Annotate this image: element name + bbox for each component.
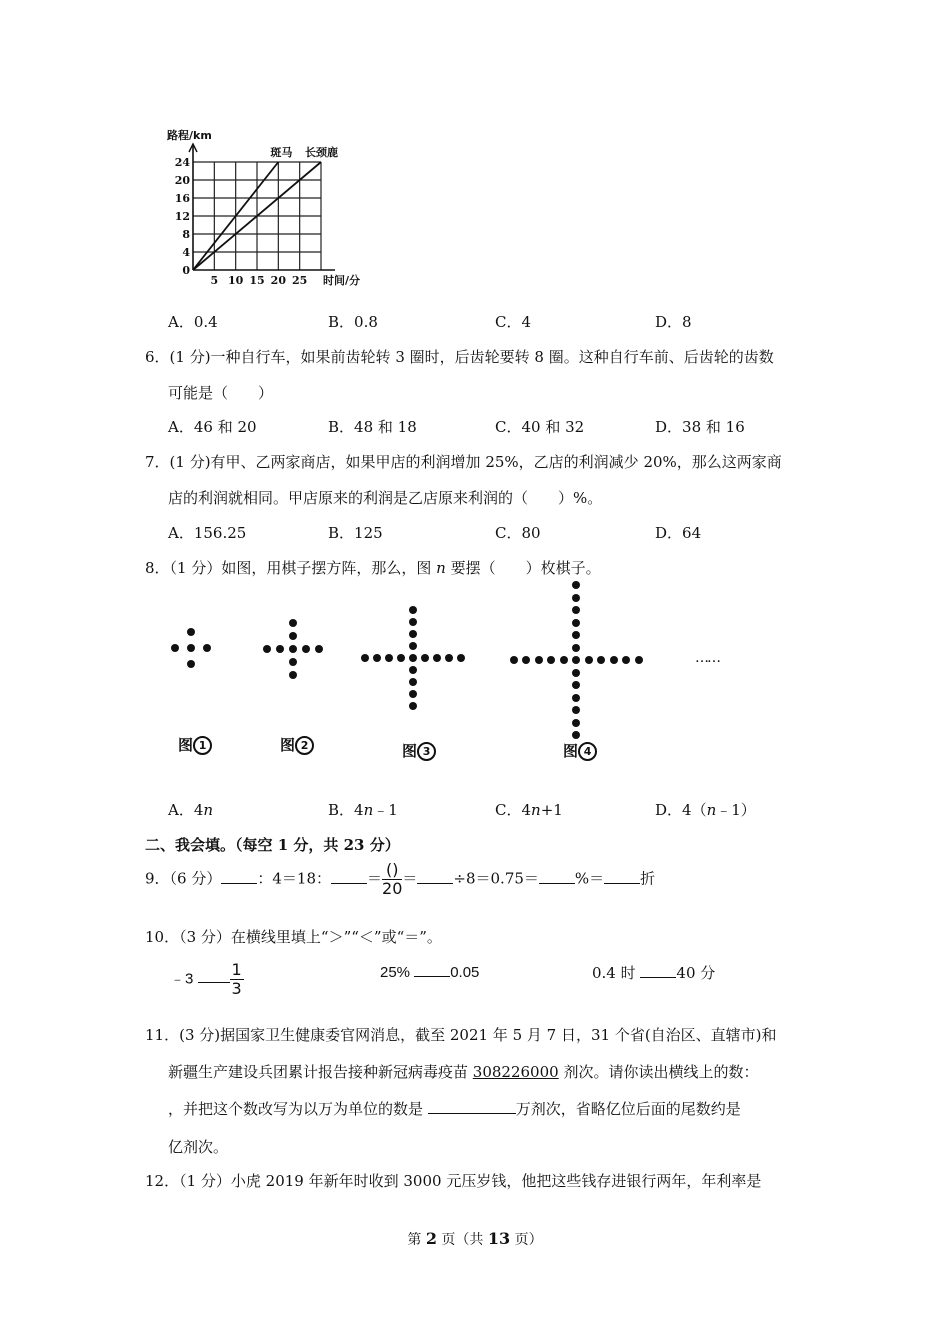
q5-option-b[interactable]: B．0.8 — [328, 313, 378, 331]
chess-piece-dot — [635, 656, 643, 664]
x-axis-label: 时间/分 — [323, 274, 361, 287]
chess-piece-dot — [572, 656, 580, 664]
chess-piece-dot — [597, 656, 605, 664]
chess-piece-dot — [409, 654, 417, 662]
chess-piece-dot — [361, 654, 369, 662]
q10-text: 10．（3 分）在横线里填上“＞”“＜”或“＝”。 — [145, 928, 442, 946]
q6-option-b[interactable]: B．48 和 18 — [328, 418, 417, 436]
chess-piece-dot — [572, 681, 580, 689]
chess-piece-dot — [535, 656, 543, 664]
chess-piece-dot — [572, 594, 580, 602]
chess-piece-dot — [187, 644, 195, 652]
chess-piece-dot — [572, 731, 580, 739]
y-tick-label: 8 — [182, 228, 190, 241]
q6-option-c[interactable]: C．40 和 32 — [495, 418, 585, 436]
figure-ellipsis: …… — [695, 650, 719, 666]
q8-text-a: 8．（1 分）如图，用棋子摆方阵，那么，图 — [145, 559, 437, 577]
q7-option-a[interactable]: A．156.25 — [168, 524, 247, 542]
q8-option-d[interactable]: D．4（n﹣1） — [655, 801, 756, 819]
q8-option-a[interactable]: A．4n — [168, 801, 214, 819]
q9-line — [145, 862, 655, 897]
q11-text-line3 — [168, 1098, 741, 1119]
q10-item-1 — [170, 962, 244, 997]
chess-piece-dot — [171, 644, 179, 652]
chess-piece-dot — [397, 654, 405, 662]
q9-prefix: 9．（6 分） — [145, 869, 222, 888]
chess-piece-dot — [409, 666, 417, 674]
distance-time-chart — [165, 125, 375, 290]
q9-text-5: %＝ — [574, 869, 605, 888]
chess-piece-dot — [409, 642, 417, 650]
series-label-1: 斑马 — [270, 146, 293, 159]
q11-underlined-number: 308226000 — [472, 1063, 559, 1081]
q10-item1-fraction: $\frac{1}{3}$ — [231, 960, 242, 998]
q10-item2-left: 25% — [380, 964, 411, 981]
chess-piece-dot — [263, 645, 271, 653]
q6-text-line2: 可能是（ ） — [168, 384, 274, 402]
q11-line3-a: ，并把这个数改写为以万为单位的数是 — [168, 1100, 428, 1118]
q9-text-1: ：4＝18： — [257, 869, 331, 888]
chess-piece-dot — [385, 654, 393, 662]
q6-option-d[interactable]: D．38 和 16 — [655, 418, 745, 436]
figure-label-2: 图 2 — [280, 734, 314, 755]
chess-piece-dot — [572, 619, 580, 627]
q9-blank-1[interactable] — [221, 869, 257, 884]
chess-piece-dot — [510, 656, 518, 664]
q9-blank-3[interactable] — [417, 869, 453, 884]
chess-piece-dot — [421, 654, 429, 662]
q9-blank-5[interactable] — [604, 869, 640, 884]
q11-blank-wan[interactable] — [428, 1099, 516, 1114]
y-tick-label: 12 — [174, 210, 190, 223]
chess-piece-dot — [572, 694, 580, 702]
chess-piece-dot — [572, 631, 580, 639]
x-tick-label: 10 — [228, 274, 244, 287]
x-tick-label: 5 — [210, 274, 219, 287]
chess-piece-dot — [187, 628, 195, 636]
chess-piece-dot — [572, 706, 580, 714]
footer-page-number: 2 — [425, 1229, 437, 1248]
chess-piece-dot — [302, 645, 310, 653]
q8-var-n: n — [436, 559, 446, 577]
q10-item1-left: ﹣3 — [170, 970, 194, 988]
q11-text-line1: 11．(3 分)据国家卫生健康委官网消息，截至 2021 年 5 月 7 日，31 个省(自治区、直辖市)和 — [145, 1026, 777, 1044]
chess-piece-dot — [457, 654, 465, 662]
q12-text-line1: 12．（1 分）小虎 2019 年新年时收到 3000 元压岁钱，他把这些钱存进银行两年，年利率是 — [145, 1172, 762, 1190]
q9-text-4: ÷8＝0.75＝ — [453, 869, 539, 888]
chess-piece-dot — [289, 658, 297, 666]
chess-piece-dot — [560, 656, 568, 664]
y-axis-label: 路程/km — [167, 129, 212, 142]
q8-text-b: 要摆（ ）枚棋子。 — [445, 559, 601, 577]
figure-label-4: 图 4 — [563, 740, 597, 761]
x-tick-label: 20 — [270, 274, 286, 287]
chess-piece-dot — [409, 630, 417, 638]
q10-blank-2[interactable] — [414, 962, 450, 977]
chess-piece-dot — [445, 654, 453, 662]
q9-blank-4[interactable] — [539, 869, 575, 884]
y-tick-label: 0 — [182, 264, 190, 277]
page-footer: 第 2 页（共 13 页） — [407, 1229, 543, 1248]
chess-piece-dot — [572, 669, 580, 677]
figure-label-3: 图 3 — [402, 740, 436, 761]
q11-line2-a: 新疆生产建设兵团累计报告接种新冠病毒疫苗 — [168, 1063, 473, 1081]
q9-text-6: 折 — [640, 869, 656, 888]
chess-piece-dot — [289, 632, 297, 640]
q7-option-d[interactable]: D．64 — [655, 524, 702, 542]
chess-piece-dot — [289, 671, 297, 679]
q11-text-line2 — [168, 1061, 758, 1082]
y-tick-label: 20 — [174, 174, 190, 187]
figure-label-1: 图 1 — [178, 734, 212, 755]
chess-piece-dot — [572, 644, 580, 652]
chess-piece-dot — [572, 719, 580, 727]
q10-item3-left: 0.4 时 — [592, 964, 636, 982]
q7-option-b[interactable]: B．125 — [328, 524, 383, 542]
q6-option-a[interactable]: A．46 和 20 — [168, 418, 257, 436]
chess-piece-dot — [373, 654, 381, 662]
q5-option-d[interactable]: D．8 — [655, 313, 692, 331]
q8-text — [145, 557, 601, 578]
y-tick-label: 16 — [174, 192, 190, 205]
chess-piece-dot — [187, 660, 195, 668]
chess-piece-dot — [409, 702, 417, 710]
chess-piece-dot — [610, 656, 618, 664]
y-tick-label: 4 — [182, 246, 190, 259]
chess-piece-dot — [522, 656, 530, 664]
chess-piece-dot — [289, 645, 297, 653]
chess-piece-dot — [289, 619, 297, 627]
chess-piece-dot — [572, 581, 580, 589]
q10-item3-right: 40 分 — [676, 964, 716, 982]
chess-piece-dot — [409, 606, 417, 614]
chess-piece-dot — [315, 645, 323, 653]
q7-text-line1: 7．(1 分)有甲、乙两家商店，如果甲店的利润增加 25%，乙店的利润减少 20%，那么这两家商 — [145, 453, 782, 471]
x-tick-label: 15 — [249, 274, 265, 287]
section-two-title: 二、我会填。（每空 1 分，共 23 分） — [145, 836, 400, 854]
chess-piece-dot — [409, 690, 417, 698]
q11-line3-b: 万剂次，省略亿位后面的尾数约是 — [515, 1100, 741, 1118]
q5-option-c[interactable]: C．4 — [495, 313, 532, 331]
series-label-2: 长颈鹿 — [305, 146, 338, 159]
chess-piece-dot — [585, 656, 593, 664]
q8-option-c[interactable]: C．4n+1 — [495, 801, 563, 819]
chess-piece-dot — [409, 618, 417, 626]
q7-text-line2: 店的利润就相同。甲店原来的利润是乙店原来利润的（ ）%。 — [168, 489, 603, 507]
q11-line2-b: 剂次。请你读出横线上的数： — [558, 1063, 759, 1081]
q9-blank-2[interactable] — [331, 869, 367, 884]
q10-blank-3[interactable] — [640, 963, 676, 978]
q10-blank-1[interactable] — [198, 968, 230, 983]
chess-piece-dot — [547, 656, 555, 664]
q9-fraction: $\frac{()}{20}$ — [382, 860, 403, 898]
y-tick-label: 24 — [174, 156, 190, 169]
x-tick-label: 25 — [292, 274, 308, 287]
q11-text-line4: 亿剂次。 — [168, 1138, 229, 1156]
footer-page-total: 13 — [487, 1229, 511, 1248]
chess-piece-dot — [572, 606, 580, 614]
chess-piece-dot — [276, 645, 284, 653]
chess-piece-dot — [622, 656, 630, 664]
q9-text-3: ＝ — [402, 869, 418, 888]
q10-item2-right: 0.05 — [450, 964, 480, 981]
chess-piece-dot — [433, 654, 441, 662]
chess-piece-dot — [409, 678, 417, 686]
q5-option-a[interactable]: A．0.4 — [168, 313, 218, 331]
q10-item-2 — [380, 962, 479, 981]
chess-piece-dot — [203, 644, 211, 652]
q8-option-b[interactable]: B．4n﹣1 — [328, 801, 398, 819]
q9-text-2: ＝ — [367, 869, 383, 888]
q10-item-3 — [592, 962, 715, 983]
q7-option-c[interactable]: C．80 — [495, 524, 541, 542]
q6-text-line1: 6．(1 分)一种自行车，如果前齿轮转 3 圈时，后齿轮要转 8 圈。这种自行车前、后齿轮的齿数 — [145, 348, 774, 366]
